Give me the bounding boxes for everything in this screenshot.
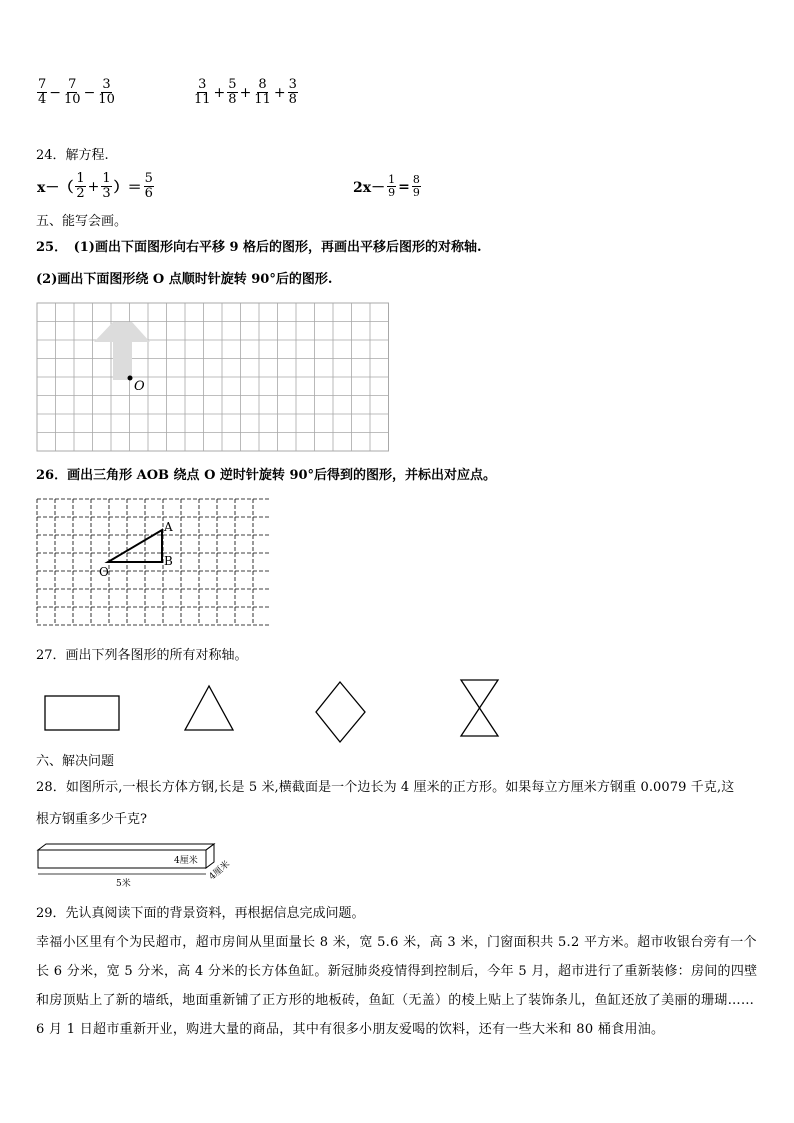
fraction: $\frac{8}{11}$ [254,77,271,108]
triangle-shape [185,686,233,730]
eq1-prefix: x－（ [37,179,74,196]
bar-side-face [206,844,214,868]
fraction: $\frac{3}{11}$ [194,77,211,108]
operator: − [83,84,96,101]
bar-top-face [38,844,214,850]
q26-grid-figure [36,498,270,630]
dim-side-label: 4厘米 [207,859,233,883]
q28-line2: 根方钢重多少千克? [36,812,147,827]
equals-sign: = [398,178,410,195]
steel-bar-figure [36,840,246,892]
q25-line2: (2)画出下面图形绕 O 点顺时针旋转 90°后的图形. [36,272,333,287]
operator: + [213,84,226,101]
q29-title: 29．先认真阅读下面的背景资料，再根据信息完成问题。 [36,906,365,921]
fraction: $\frac{1}{3}$ [102,171,111,202]
q26-text: 26．画出三角形 AOB 绕点 O 逆时针旋转 90°后得到的图形，并标出对应点。 [36,468,497,483]
section-5-heading: 五、能写会画。 [36,214,128,229]
eq1-close: ）＝ [113,179,142,196]
equation-2 [352,174,422,199]
label-o: O [99,565,109,579]
equation-1 [36,172,155,202]
eq2-prefix: 2x－ [353,179,386,196]
fraction: $\frac{8}{9}$ [412,173,420,200]
q27-text: 27．画出下列各图形的所有对称轴。 [36,648,248,663]
q25-line1: 25． (1)画出下面图形向右平移 9 格后的图形，再画出平移后图形的对称轴. [36,240,482,255]
fraction: $\frac{5}{8}$ [228,77,237,108]
q27-shapes [40,676,510,748]
fraction: $\frac{3}{8}$ [288,77,297,108]
q25-grid-figure [36,302,390,454]
q24-title: 24．解方程. [36,148,109,163]
rhombus-shape [316,682,365,742]
q29-paragraph: 幸福小区里有个为民超市，超市房间从里面量长 8 米，宽 5.6 米，高 3 米，门窗面积共 5.2 平方米。超市收银台旁有一个长 6 分米，宽 5 分米，高 4 分米的长方体鱼缸。新冠肺炎疫情得到控制后，今年 5 月，超市进行了重新装修：房间的四壁和房顶贴上了新的墙纸，地面重新铺了正方形的地板砖，鱼缸（无盖）的棱上贴上了装饰条儿，鱼缸还放了美丽的珊瑚……6 月 1 日超市重新开业，购进大量的商品，其中有很多小朋友爱喝的饮料，还有一些大米和 80 桶食用油。 [36,935,758,1037]
fraction: $\frac{3}{10}$ [98,77,115,108]
operator: − [49,84,62,101]
section-6-heading: 六、解决问题 [36,754,115,769]
point-o-label: O [134,379,145,394]
fraction: $\frac{1}{9}$ [388,173,396,200]
arrow-shape [94,322,150,380]
expression-1 [36,78,117,108]
hourglass-shape [461,680,498,736]
point-o [128,376,133,381]
rectangle-shape [45,696,119,730]
operator: + [273,84,286,101]
dim-length-label: 5米 [116,879,131,889]
label-b: B [164,554,173,568]
fraction: $\frac{7}{10}$ [64,77,81,108]
dim-front-label: 4厘米 [174,856,198,866]
label-a: A [164,520,173,534]
fraction: $\frac{5}{6}$ [144,171,153,202]
expression-2 [192,78,299,108]
operator: + [239,84,252,101]
fraction: $\frac{7}{4}$ [38,77,47,108]
square-grid [37,303,389,451]
plus-sign: + [87,178,100,195]
fraction: $\frac{1}{2}$ [76,171,85,202]
q28-line1: 28．如图所示,一根长方体方钢,长是 5 米,横截面是一个边长为 4 厘米的正方形。如果每立方厘米方钢重 0.0079 千克,这 [36,780,735,795]
